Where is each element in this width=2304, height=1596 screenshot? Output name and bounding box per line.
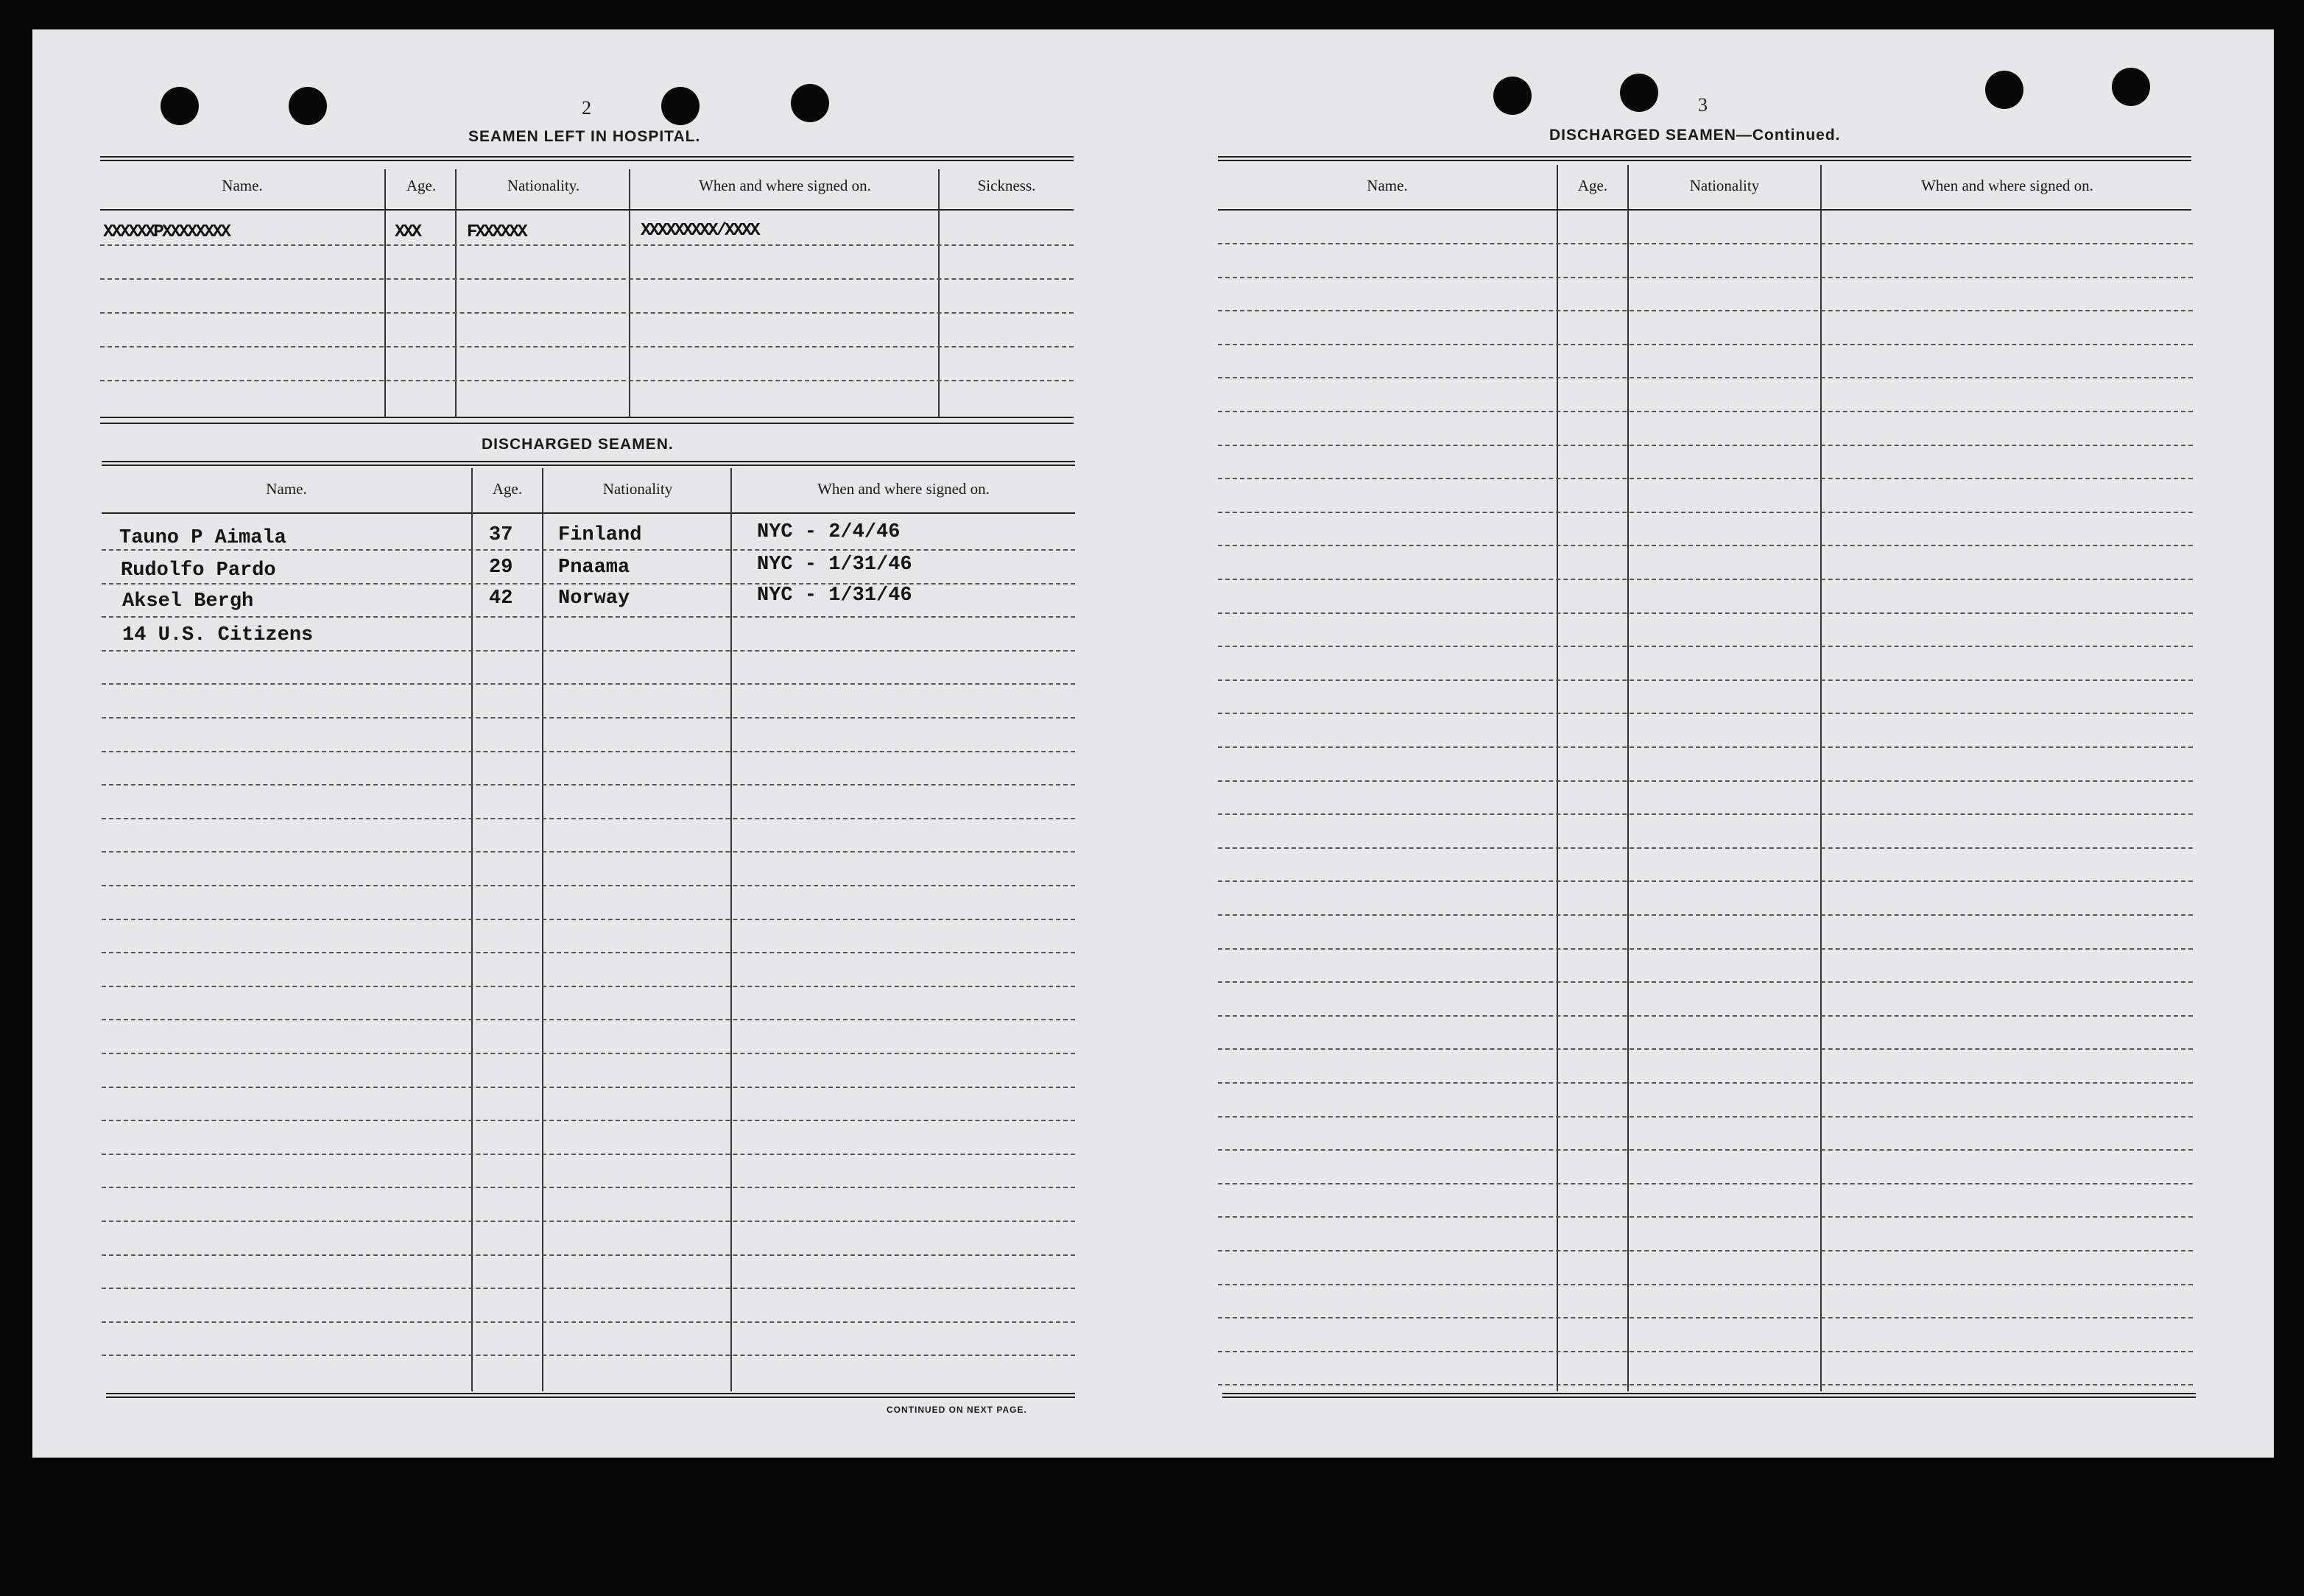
row-line: [1218, 847, 2193, 849]
row-line: [1218, 1284, 2193, 1285]
discharged-row-1-signed-on: NYC - 2/4/46: [757, 521, 901, 543]
discharged-header-rule: [102, 512, 1075, 514]
row-line: [102, 549, 1075, 551]
row-line: [1218, 277, 2193, 278]
struck-hospital-signed-on: XXXXXXXXX/XXXX: [641, 221, 758, 241]
punch-hole: [289, 87, 327, 125]
row-line: [1218, 981, 2193, 983]
row-line: [1218, 1116, 2193, 1117]
punch-hole: [1493, 77, 1532, 115]
right-col-name: Name.: [1367, 177, 1408, 194]
right-header-rule: [1218, 209, 2191, 211]
discharged-row-1-name: Tauno P Aimala: [119, 527, 286, 549]
row-line: [102, 1221, 1075, 1222]
discharged-row-3-signed-on: NYC - 1/31/46: [757, 585, 912, 607]
struck-hospital-age: XXX: [395, 222, 420, 242]
row-line: [102, 1187, 1075, 1188]
row-line: [102, 1120, 1075, 1121]
row-line: [1218, 813, 2193, 815]
row-line: [1218, 1351, 2193, 1352]
hospital-row-line: [100, 380, 1074, 381]
right-col-divider: [1627, 165, 1629, 1391]
discharged-section-title: DISCHARGED SEAMEN.: [482, 436, 674, 453]
row-line: [1218, 310, 2193, 311]
row-line: [1218, 512, 2193, 513]
hospital-col-name: Name.: [222, 177, 263, 194]
row-line: [1218, 612, 2193, 614]
row-line: [102, 1053, 1075, 1054]
row-line: [1218, 411, 2193, 412]
discharged-row-2-age: 29: [489, 557, 513, 579]
row-line: [1218, 445, 2193, 446]
row-line: [1218, 713, 2193, 714]
punch-hole: [2112, 68, 2150, 106]
row-line: [102, 583, 1075, 585]
discharged-bottom-rule: [106, 1393, 1075, 1398]
right-bottom-rule: [1222, 1393, 2196, 1398]
row-line: [102, 1154, 1075, 1155]
row-line: [1218, 1048, 2193, 1050]
row-line: [102, 818, 1075, 819]
right-col-signed-on: When and where signed on.: [1921, 177, 2093, 194]
discharged-row-3-age: 42: [489, 587, 513, 610]
discharged-row-2-name: Rudolfo Pardo: [121, 559, 276, 582]
row-line: [1218, 646, 2193, 647]
hospital-row-line: [100, 312, 1074, 314]
discharged-row-4-name: 14 U.S. Citizens: [122, 624, 314, 646]
discharged-col-nationality: Nationality: [602, 480, 673, 498]
row-line: [102, 650, 1075, 652]
discharged-col-divider: [542, 468, 543, 1391]
discharged-top-rule: [100, 423, 1074, 424]
row-line: [102, 1321, 1075, 1323]
row-line: [1218, 679, 2193, 681]
hospital-row-line: [100, 346, 1074, 347]
page-number-right: 3: [1698, 94, 1708, 116]
row-line: [102, 952, 1075, 953]
row-line: [102, 885, 1075, 886]
discharged-row-3-name: Aksel Bergh: [122, 590, 254, 612]
hospital-col-sickness: Sickness.: [977, 177, 1036, 194]
hospital-top-rule: [100, 156, 1074, 161]
row-line: [1218, 948, 2193, 950]
continued-footer: CONTINUED ON NEXT PAGE.: [887, 1405, 1027, 1415]
hospital-row-line: [100, 244, 1074, 246]
punch-hole: [1620, 74, 1658, 112]
struck-hospital-name: XXXXXXPXXXXXXXX: [103, 222, 230, 242]
row-line: [1218, 478, 2193, 479]
row-line: [1218, 344, 2193, 345]
row-line: [1218, 780, 2193, 782]
row-line: [1218, 914, 2193, 916]
struck-hospital-nationality: FXXXXXX: [467, 222, 526, 242]
row-line: [102, 1254, 1075, 1256]
hospital-col-nationality: Nationality.: [507, 177, 580, 194]
hospital-header-rule: [100, 209, 1074, 211]
row-line: [1218, 545, 2193, 546]
row-line: [102, 616, 1075, 618]
row-line: [102, 751, 1075, 752]
right-col-divider: [1557, 165, 1558, 1391]
row-line: [1218, 1082, 2193, 1084]
row-line: [1218, 377, 2193, 378]
discharged-col-signed-on: When and where signed on.: [817, 480, 990, 498]
row-line: [102, 784, 1075, 785]
hospital-col-signed-on: When and where signed on.: [699, 177, 871, 194]
row-line: [1218, 243, 2193, 244]
row-line: [1218, 1317, 2193, 1318]
row-line: [1218, 1216, 2193, 1218]
right-top-rule: [1218, 156, 2191, 161]
discharged-row-3-nationality: Norway: [558, 587, 630, 610]
discharged-row-2-signed-on: NYC - 1/31/46: [757, 554, 912, 576]
discharged-col-divider: [471, 468, 473, 1391]
row-line: [102, 986, 1075, 987]
discharged-header-top-rule: [102, 461, 1075, 466]
row-line: [102, 1087, 1075, 1088]
row-line: [1218, 1149, 2193, 1151]
row-line: [102, 1019, 1075, 1020]
discharged-col-name: Name.: [266, 480, 307, 498]
hospital-col-age: Age.: [406, 177, 437, 194]
page-number-left: 2: [582, 97, 591, 119]
discharged-row-2-nationality: Pnaama: [558, 557, 630, 579]
right-col-nationality: Nationality: [1689, 177, 1760, 194]
row-line: [102, 1288, 1075, 1289]
right-col-divider: [1820, 165, 1822, 1391]
hospital-bottom-rule: [100, 417, 1074, 418]
row-line: [102, 851, 1075, 852]
row-line: [1218, 1015, 2193, 1017]
discharged-col-age: Age.: [492, 480, 523, 498]
discharged-col-divider: [730, 468, 732, 1391]
row-line: [1218, 746, 2193, 748]
row-line: [1218, 579, 2193, 580]
hospital-section-title: SEAMEN LEFT IN HOSPITAL.: [468, 128, 701, 145]
punch-hole: [661, 87, 700, 125]
ledger-sheet: [32, 29, 2274, 1458]
punch-hole: [791, 84, 829, 122]
row-line: [102, 1355, 1075, 1356]
row-line: [1218, 1250, 2193, 1251]
discharged-row-1-age: 37: [489, 524, 513, 546]
row-line: [102, 683, 1075, 685]
row-line: [1218, 880, 2193, 882]
row-line: [1218, 1384, 2193, 1385]
row-line: [102, 717, 1075, 718]
discharged-row-1-nationality: Finland: [558, 524, 642, 546]
row-line: [1218, 1183, 2193, 1184]
punch-hole: [161, 87, 199, 125]
row-line: [102, 919, 1075, 920]
right-col-age: Age.: [1577, 177, 1608, 194]
punch-hole: [1985, 71, 2023, 109]
right-page-title: DISCHARGED SEAMEN—Continued.: [1549, 127, 1841, 144]
hospital-row-line: [100, 278, 1074, 280]
